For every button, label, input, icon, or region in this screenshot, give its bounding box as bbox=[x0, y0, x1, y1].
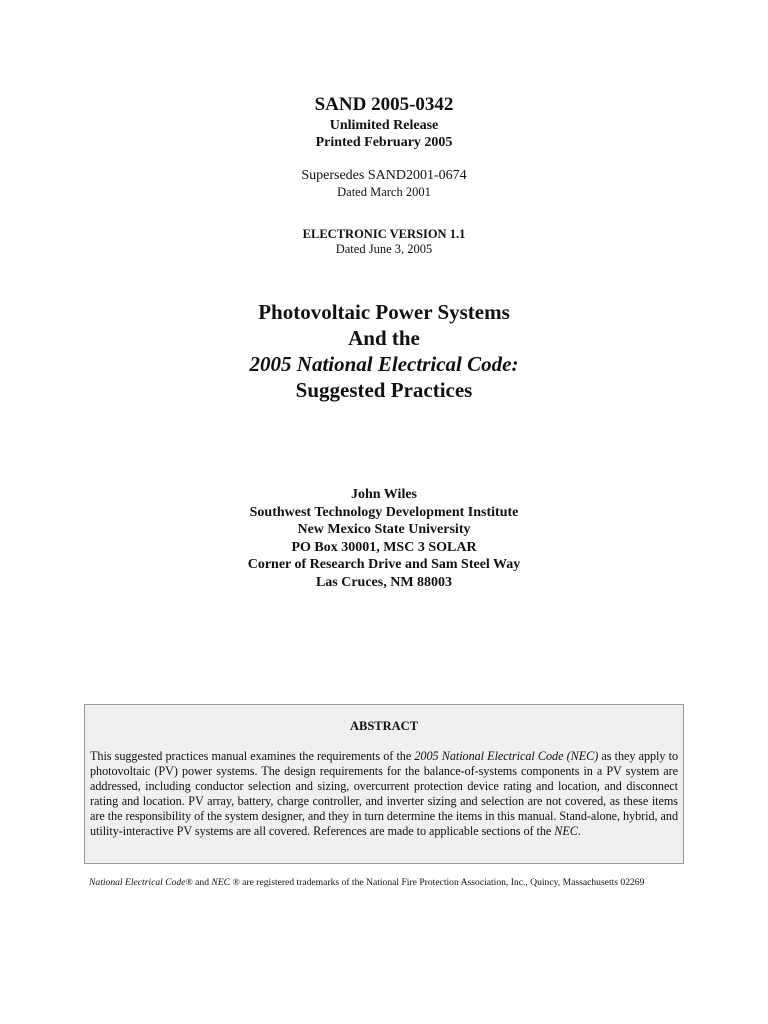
abstract-text-middle: as they apply to photovoltaic (PV) power systems. The design requirements for the balance-of-systems components in a PV system are addressed, including conductor selection and sizing, overcurrent protection device rating and location, and disconnect rating and location. PV array, battery, charge controller, and inverter sizing and selection are not covered, as these items are the responsibility of the system designer, and they in turn determine the items in this manual. Stand-alone, hybrid, and utility-interactive PV systems are all covered. References are made to applicable sections of the bbox=[90, 749, 679, 838]
title-line-3: 2005 National Electrical Code: bbox=[249, 352, 519, 376]
release-status: Unlimited Release bbox=[329, 118, 439, 133]
trademark-nec: NEC bbox=[211, 877, 231, 888]
report-number: SAND 2005-0342 bbox=[314, 94, 454, 115]
title-line-1: Photovoltaic Power Systems bbox=[258, 300, 510, 324]
author-name: John Wiles bbox=[350, 487, 417, 502]
supersedes-info bbox=[0, 168, 768, 200]
trademark-rest: ® are registered trademarks of the National Fire Protection Association, Inc., Quincy, Massachusetts 02269 bbox=[230, 877, 645, 888]
printed-date: Printed February 2005 bbox=[315, 135, 453, 150]
abstract-text bbox=[90, 749, 678, 839]
document-title bbox=[0, 299, 768, 403]
electronic-version-info bbox=[0, 227, 768, 257]
trademark-notice bbox=[89, 877, 689, 889]
author-university: New Mexico State University bbox=[297, 522, 471, 537]
trademark-code: National Electrical Code bbox=[89, 877, 186, 888]
supersedes-date: Dated March 2001 bbox=[337, 185, 431, 199]
abstract-code-name: 2005 National Electrical Code (NEC) bbox=[414, 749, 599, 763]
author-city: Las Cruces, NM 88003 bbox=[315, 574, 453, 590]
abstract-box bbox=[84, 704, 684, 864]
title-line-2: And the bbox=[348, 326, 420, 350]
trademark-reg: ® and bbox=[185, 877, 212, 888]
abstract-text-end: . bbox=[577, 824, 581, 838]
author-street: Corner of Research Drive and Sam Steel Way bbox=[247, 557, 521, 572]
author-block bbox=[0, 486, 768, 591]
abstract-heading: ABSTRACT bbox=[349, 719, 419, 733]
release-info bbox=[0, 117, 768, 151]
supersedes-text: Supersedes SAND2001-0674 bbox=[301, 168, 467, 183]
electronic-version-date: Dated June 3, 2005 bbox=[335, 242, 433, 256]
electronic-version: ELECTRONIC VERSION 1.1 bbox=[302, 227, 466, 241]
abstract-text-start: This suggested practices manual examines the requirements of the bbox=[90, 749, 415, 763]
abstract-nec: NEC bbox=[554, 824, 578, 838]
title-line-4: Suggested Practices bbox=[295, 378, 473, 402]
author-po-box: PO Box 30001, MSC 3 SOLAR bbox=[291, 539, 477, 555]
author-organization: Southwest Technology Development Institute bbox=[249, 504, 519, 520]
